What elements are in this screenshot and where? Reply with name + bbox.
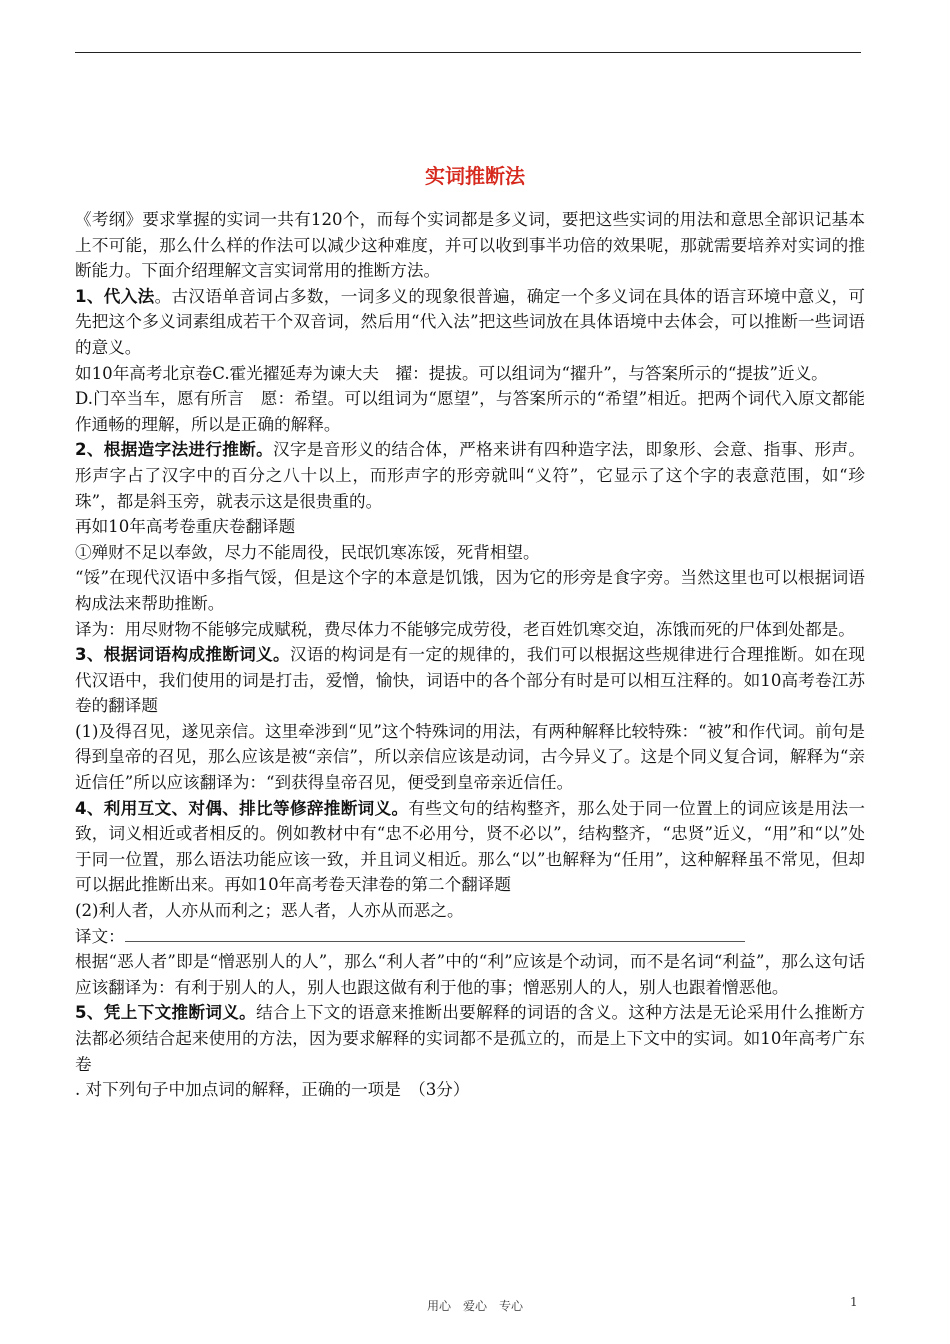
header-rule — [75, 52, 861, 53]
page-title: 实词推断法 — [425, 164, 525, 188]
section-1-paragraph — [75, 284, 865, 361]
section-2-example-intro: 再如10年高考卷重庆卷翻译题 — [75, 517, 296, 537]
section-3-heading: 3、根据词语构成推断词义。 — [75, 645, 290, 665]
section-5-heading: 5、凭上下文推断词义。 — [75, 1003, 257, 1023]
section-4-heading: 4、利用互文、对偶、排比等修辞推断词义。 — [75, 798, 409, 818]
section-4-paragraph — [75, 796, 865, 898]
section-5-question: . 对下列句子中加点词的解释，正确的一项是 （3分） — [75, 1080, 470, 1100]
section-4-body: 有些文句的结构整齐，那么处于同一位置上的词应该是用法一致，词义相近或者相反的。例如教材中有“忠不必用兮，贤不必以”，结构整齐，“忠贤”近义，“用”和“以”处于同一位置，那么语法功能应该一致，并且词义相近。那么“以”也解释为“任用”，这种解释虽不常见，但却可以据此推断出来。再如10年高考卷天津卷的第二个翻译题 — [75, 798, 866, 895]
section-2-example-sentence: ①殚财不足以奉敛，尽力不能周役，民氓饥寒冻馁，死背相望。 — [75, 542, 540, 562]
intro-paragraph: 《考纲》要求掌握的实词一共有120个，而每个实词都是多义词，要把这些实词的用法和意思全部识记基本上不可能，那么什么样的作法可以减少这种难度，并可以收到事半功倍的效果呢，那就需要培养对实词的推断能力。下面介绍理解文言实词常用的推断方法。 — [75, 210, 865, 281]
section-1-heading: 1、代入法 — [75, 286, 155, 306]
section-4-example-sentence: (2)利人者，人亦从而利之；恶人者，人亦从而恶之。 — [75, 901, 464, 921]
translation-label: 译文： — [75, 926, 125, 946]
section-1-body: 。古汉语单音词占多数，一词多义的现象很普遍，确定一个多义词在具体的语言环境中意义，可先把这个多义词素组成若干个双音词，然后用“代入法”把这些词放在具体语境中去体会，可以推断一些词语的意义。 — [75, 286, 866, 357]
section-1-example-2: D.门卒当车，愿有所言 愿：希望。可以组词为“愿望”，与答案所示的“希望”相近。把两个词代入原文都能作通畅的理解，所以是正确的解释。 — [75, 389, 865, 434]
section-2-heading: 2、根据造字法进行推断。 — [75, 440, 274, 460]
answer-blank — [125, 924, 745, 942]
section-4-explanation: 根据“恶人者”即是“憎恶别人的人”，那么“利人者”中的“利”应该是个动词，而不是名词“利益”，那么这句话应该翻译为：有利于别人的人，别人也跟这做有利于他的事；憎恶别人的人，别人也跟着憎恶他。 — [75, 952, 865, 997]
section-3-paragraph — [75, 642, 865, 719]
section-1-example-1: 如10年高考北京卷C.霍光擢延寿为谏大夫 擢：提拔。可以组词为“擢升”，与答案所示的“提拔”近义。 — [75, 363, 828, 383]
section-5-paragraph — [75, 1000, 865, 1077]
section-2-translation: 译为：用尽财物不能够完成赋税，费尽体力不能够完成劳役，老百姓饥寒交迫，冻饿而死的尸体到处都是。 — [75, 619, 855, 639]
section-3-body: 汉语的构词是有一定的规律的，我们可以根据这些规律进行合理推断。如在现代汉语中，我们使用的词是打击，爱憎，愉快，词语中的各个部分有时是可以相互注释的。如10高考卷江苏卷的翻译题 — [75, 645, 866, 716]
section-5-body: 结合上下文的语意来推断出要解释的词语的含义。这种方法是无论采用什么推断方法都必须结合起来使用的方法，因为要求解释的实词都不是孤立的，而是上下文中的实词。如10年高考广东卷 — [75, 1003, 866, 1074]
page-footer: 用心 爱心 专心 — [426, 1299, 523, 1313]
document-body — [75, 207, 865, 1103]
section-3-example: (1)及得召见，遂见亲信。这里牵涉到“见”这个特殊词的用法，有两种解释比较特殊：“被”和作代词。前句是得到皇帝的召见，那么应该是被“亲信”，所以亲信应该是动词，古今异义了。这是个同义复合词，解释为“亲近信任”所以应该翻译为：“到获得皇帝召见，便受到皇帝亲近信任。 — [75, 721, 865, 793]
section-2-paragraph — [75, 437, 865, 514]
section-2-explanation: “馁”在现代汉语中多指气馁，但是这个字的本意是饥饿，因为它的形旁是食字旁。当然这里也可以根据词语构成法来帮助推断。 — [75, 568, 865, 613]
section-4-translation-line — [75, 924, 865, 950]
section-2-body: 汉字是音形义的结合体，严格来讲有四种造字法，即象形、会意、指事、形声。形声字占了汉字中的百分之八十以上，而形声字的形旁就叫“义符”，它显示了这个字的表意范围，如“珍珠”，都是斜玉旁，就表示这是很贵重的。 — [75, 440, 866, 511]
page-number: 1 — [850, 1295, 858, 1309]
